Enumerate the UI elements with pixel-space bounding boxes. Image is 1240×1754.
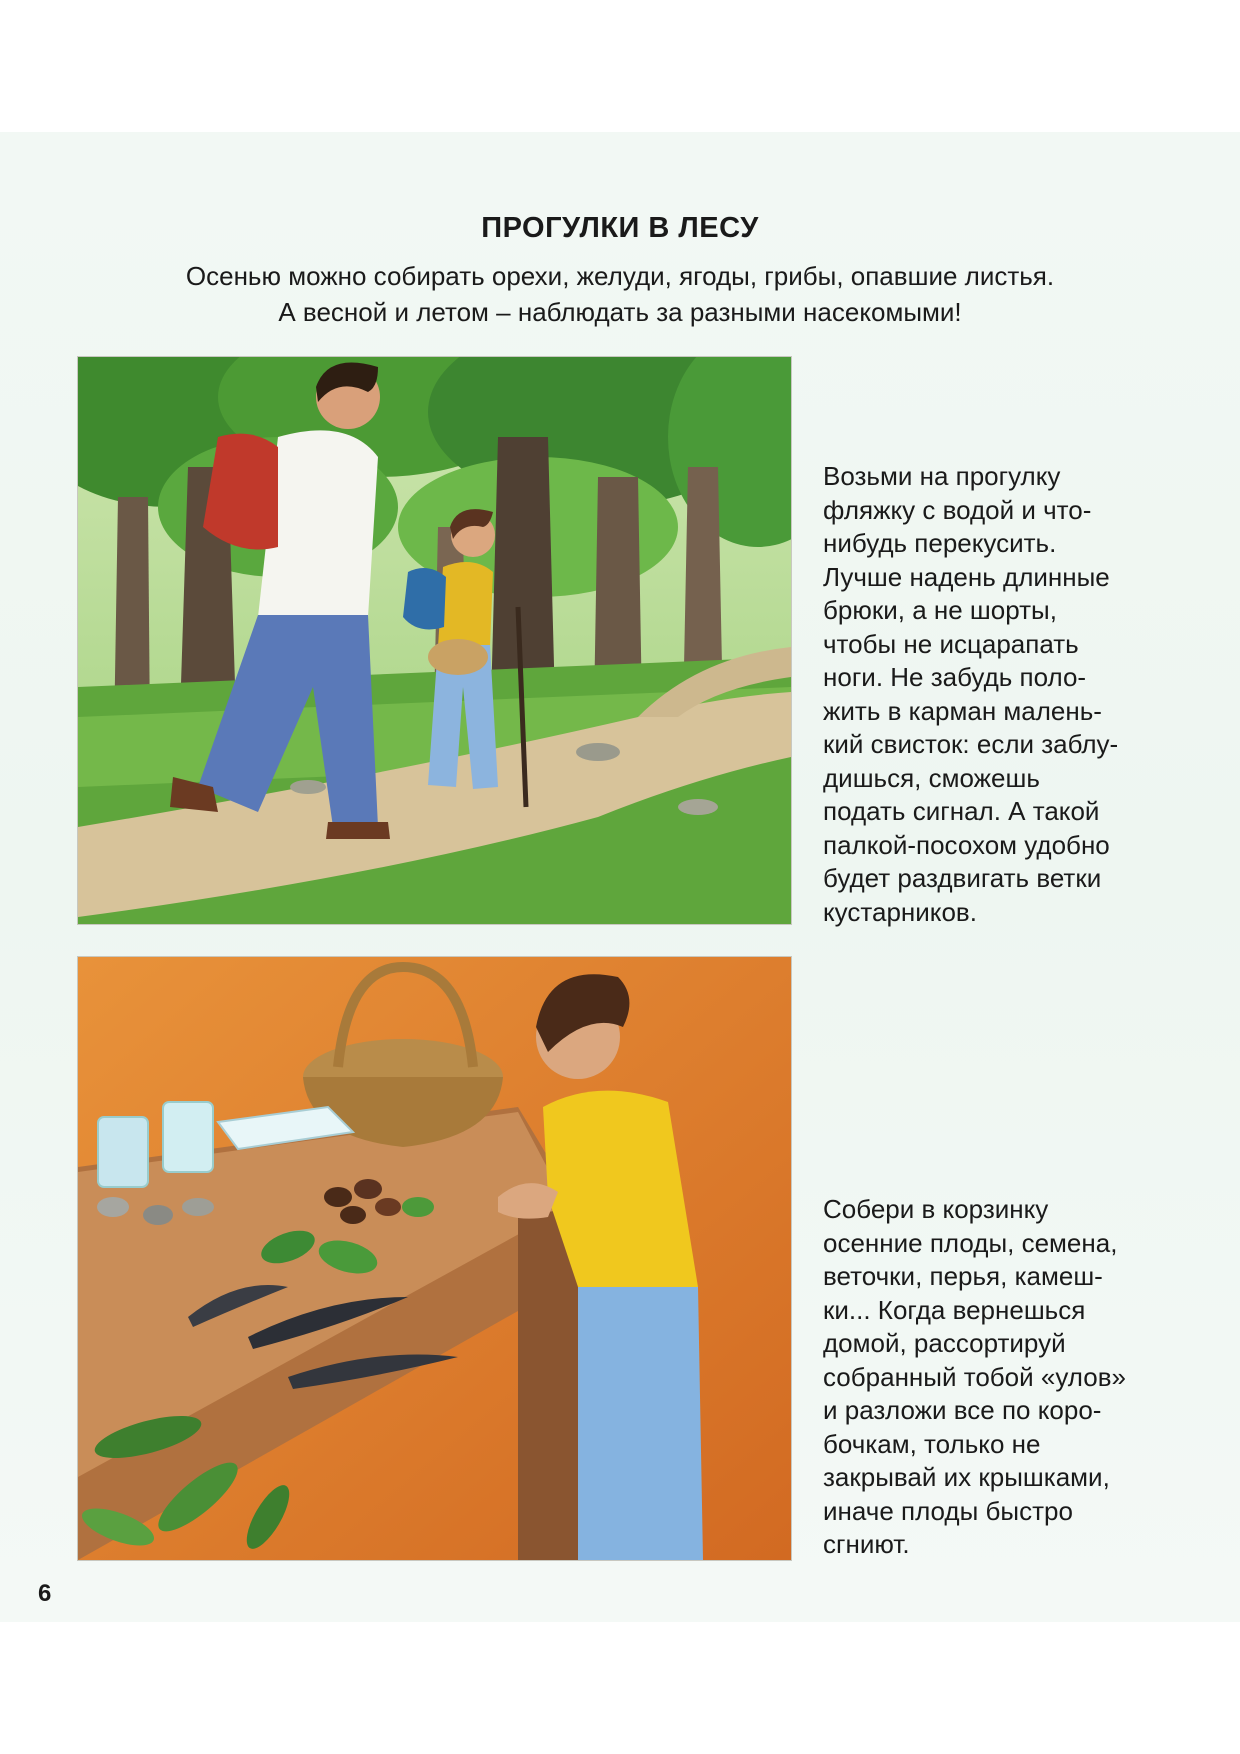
- text-line: закрывай их крышками,: [823, 1462, 1110, 1492]
- text-line: дишься, сможешь: [823, 762, 1040, 793]
- nature-collection-table-illustration: [77, 956, 792, 1561]
- text-line: брюки, а не шорты,: [823, 595, 1057, 625]
- text-line: жить в карман малень-: [823, 695, 1102, 726]
- text-line: веточки, перья, камеш-: [823, 1261, 1103, 1291]
- page-number: 6: [38, 1580, 52, 1607]
- text-line: нибудь перекусить.: [823, 528, 1057, 558]
- page-title: ПРОГУЛКИ В ЛЕСУ: [481, 212, 759, 244]
- text-line: и разложи все по коро-: [823, 1395, 1102, 1425]
- text-line: чтобы не исцарапать: [823, 628, 1079, 659]
- subtitle-line: А весной и летом – наблюдать за разными насекомыми!: [278, 297, 962, 327]
- collection-advice-text: [823, 1193, 1223, 1562]
- text-line: палкой-посохом удобно: [823, 829, 1110, 860]
- text-line: ки... Когда вернешься: [823, 1294, 1086, 1325]
- text-line: кий свисток: если заблу-: [823, 729, 1119, 759]
- text-line: будет раздвигать ветки: [823, 863, 1102, 893]
- text-line: бочкам, только не: [823, 1428, 1041, 1459]
- text-line: Лучше надень длинные: [823, 561, 1110, 592]
- forest-walk-illustration: [77, 356, 792, 925]
- text-line: ноги. Не забудь поло-: [823, 662, 1087, 692]
- text-line: Возьми на прогулку: [823, 461, 1061, 491]
- text-line: осенние плоды, семена,: [823, 1227, 1118, 1258]
- text-line: иначе плоды быстро: [823, 1495, 1073, 1526]
- text-line: подать сигнал. А такой: [823, 796, 1100, 826]
- page-subtitle: [60, 258, 1180, 330]
- subtitle-line: Осенью можно собирать орехи, желуди, ягоды, грибы, опавшие листья.: [185, 261, 1055, 291]
- text-line: собранный тобой «улов»: [823, 1361, 1126, 1392]
- text-line: сгниют.: [823, 1529, 910, 1559]
- walk-advice-text: [823, 460, 1223, 929]
- text-line: кустарников.: [823, 896, 977, 927]
- text-line: домой, рассортируй: [823, 1328, 1066, 1358]
- text-line: фляжку с водой и что-: [823, 494, 1092, 525]
- text-line: Собери в корзинку: [823, 1194, 1049, 1224]
